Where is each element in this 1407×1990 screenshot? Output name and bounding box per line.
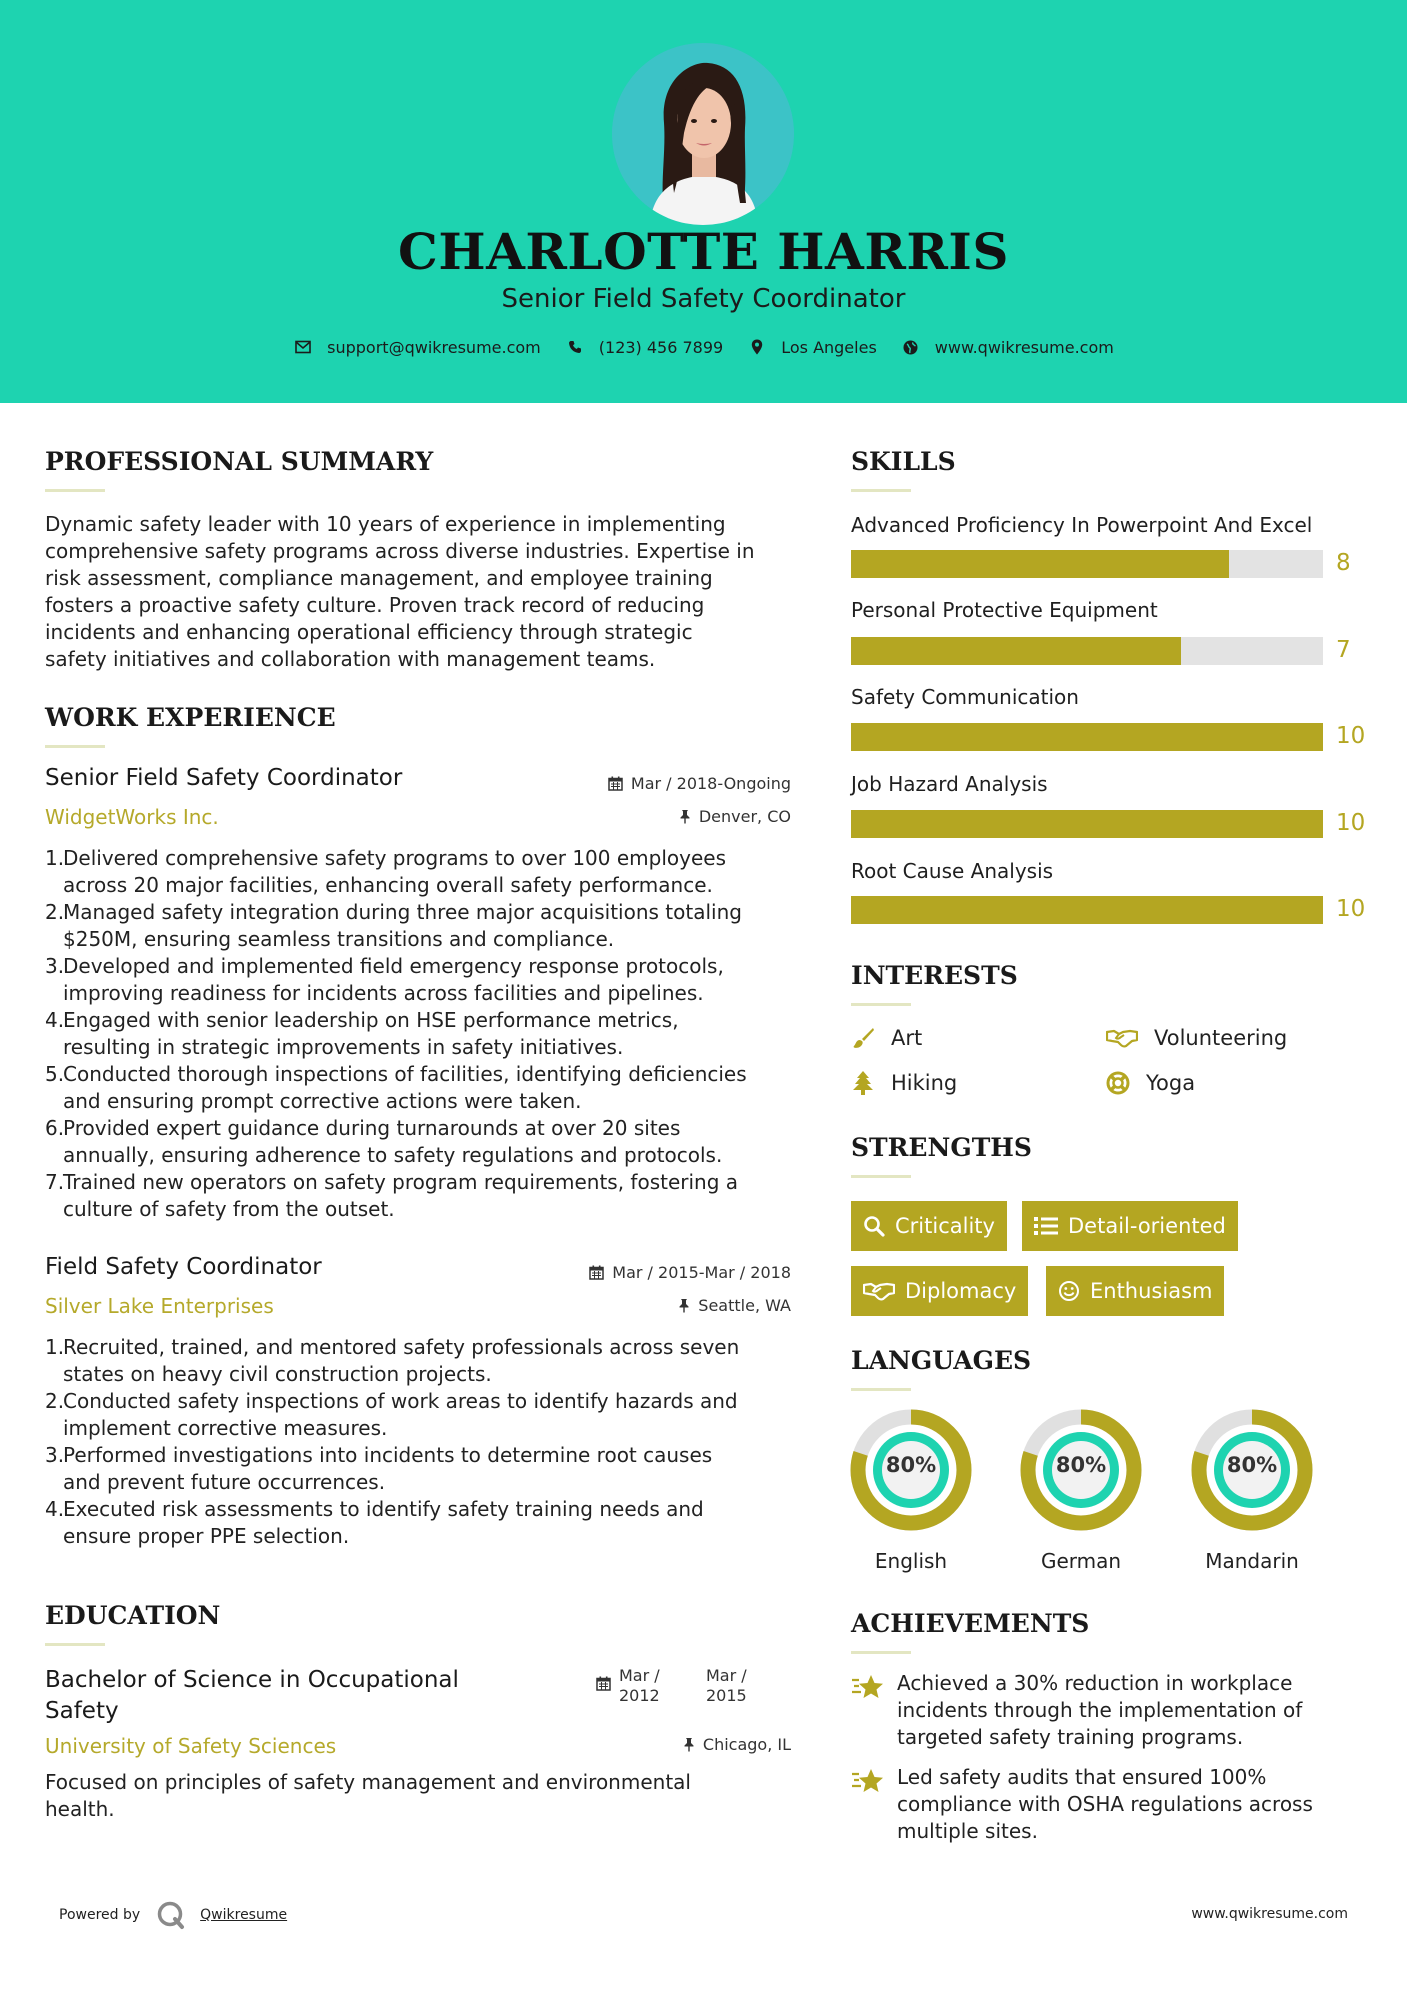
job-date-text: Mar / 2018-Ongoing [630,774,791,793]
skill-label: Safety Communication [851,685,1079,709]
education-description: Focused on principles of safety management and environmental health. [45,1770,691,1821]
skill-bar-fill [851,896,1323,924]
summary-line: Dynamic safety leader with 10 years of experience in implementing [45,512,726,536]
skill-label: Root Cause Analysis [851,859,1054,883]
phone-icon [565,337,585,357]
strength-chip: Criticality [851,1201,1007,1251]
skill-bar [851,810,1323,838]
job-company: WidgetWorks Inc. [45,805,219,829]
star-award-icon [851,1766,887,1845]
summary-line: comprehensive safety programs across diverse industries. Expertise in [45,539,755,563]
language-item [1020,1409,1142,1573]
envelope-icon [293,337,313,357]
education-heading-rule [45,1643,105,1646]
language-percent: 80% [1055,1453,1107,1477]
qwikresume-link[interactable]: Qwikresume [200,1907,288,1923]
footer-website[interactable]: www.qwikresume.com [1191,1906,1348,1922]
contact-email-text: support@qwikresume.com [327,337,541,357]
profile-photo-illustration [612,43,794,225]
job-location-text: Seattle, WA [698,1296,791,1315]
list-item: 4. Engaged with senior leadership on HSE performance metrics, resulting in strategic improvements in safety initiatives. [45,1008,679,1059]
skill-bar-fill [851,810,1323,838]
list-item: 7. Trained new operators on safety program requirements, fostering a culture of safety from the outset. [45,1170,739,1221]
interest-item: Hiking [851,1071,957,1095]
education-date-end: Mar / 2015 [706,1666,747,1705]
profile-photo [612,43,794,225]
skill-label: Personal Protective Equipment [851,598,1158,622]
contact-website[interactable] [901,337,1114,357]
summary-line: fosters a proactive safety culture. Proven track record of reducing [45,593,705,617]
list-item: 6. Provided expert guidance during turnarounds at over 20 sites annually, ensuring adherence to safety regulations and protocols. [45,1116,723,1167]
skill-value: 10 [1336,810,1366,836]
pushpin-icon [678,1298,690,1313]
lifering-icon [1106,1071,1130,1095]
skill-bar [851,550,1323,578]
contact-location [747,337,877,357]
resume-header [0,0,1407,403]
handshake-icon [863,1281,895,1301]
strength-chip: Enthusiasm [1046,1266,1224,1316]
smile-icon [1058,1280,1080,1302]
job-bullets [45,1334,805,1550]
job-location [560,1296,791,1315]
languages-heading-rule [851,1388,911,1391]
strengths-heading-rule [851,1175,911,1178]
job-location-text: Denver, CO [698,807,791,826]
skill-value: 7 [1336,637,1351,663]
powered-by-label: Powered by [59,1907,141,1923]
interests-heading: INTERESTS [851,961,1018,990]
degree-title: Bachelor of Science in Occupational Safety [45,1667,459,1724]
education-dates [596,1666,796,1706]
handshake-icon [1106,1026,1138,1050]
list-item: 5. Conducted thorough inspections of facilities, identifying deficiencies and ensuring prompt corrective actions were taken. [45,1062,747,1113]
interest-item: Volunteering [1106,1026,1287,1050]
summary-heading: PROFESSIONAL SUMMARY [45,447,434,476]
summary-line: risk assessment, compliance management, and employee training [45,566,713,590]
education-date-start: Mar / 2012 [619,1666,660,1705]
contact-website-text: www.qwikresume.com [934,337,1114,357]
job-location [560,807,791,826]
strengths-heading: STRENGTHS [851,1133,1032,1162]
contact-location-text: Los Angeles [781,337,877,357]
skill-label: Job Hazard Analysis [851,772,1048,796]
summary-heading-rule [45,489,105,492]
skill-label: Advanced Proficiency In Powerpoint And Excel [851,513,1313,537]
skill-value: 10 [1336,723,1366,749]
job-company: Silver Lake Enterprises [45,1294,274,1318]
summary-line: safety initiatives and collaboration with management teams. [45,647,656,671]
list-item: 1. Delivered comprehensive safety programs to over 100 employees across 20 major facilities, enhancing overall safety performance. [45,846,726,897]
education-location-text: Chicago, IL [702,1735,791,1754]
language-item [850,1409,972,1573]
language-label: English [874,1549,948,1573]
list-item: 2. Managed safety integration during three major acquisitions totaling $250M, ensuring seamless transitions and compliance. [45,900,742,951]
skill-bar [851,723,1323,751]
qwikresume-logo-icon [156,1900,186,1930]
tree-icon [851,1071,875,1095]
globe-icon [901,337,921,357]
star-award-icon [851,1672,887,1751]
experience-heading: WORK EXPERIENCE [45,703,336,732]
language-percent: 80% [1226,1453,1278,1477]
job-title: Field Safety Coordinator [45,1254,322,1280]
job-date [540,1263,791,1282]
pushpin-icon [679,809,691,824]
footer-powered-by [59,1900,287,1930]
job-date-text: Mar / 2015-Mar / 2018 [612,1263,791,1282]
skill-bar-fill [851,637,1181,665]
skill-value: 8 [1336,550,1351,576]
calendar-icon [608,776,623,791]
paintbrush-icon [851,1026,875,1050]
education-location [560,1735,791,1754]
experience-heading-rule [45,745,105,748]
skill-bar [851,637,1323,665]
achievements-heading: ACHIEVEMENTS [851,1609,1090,1638]
contact-email[interactable] [293,337,541,357]
skills-heading: SKILLS [851,447,956,476]
language-label: Mandarin [1205,1549,1299,1573]
skills-heading-rule [851,489,911,492]
candidate-name: CHARLOTTE HARRIS [398,222,1009,281]
contact-bar [0,337,1407,357]
list-item: 2. Conducted safety inspections of work areas to identify hazards and implement corrective measures. [45,1389,738,1440]
list-item: 1. Recruited, trained, and mentored safety professionals across seven states on heavy civil construction projects. [45,1335,740,1386]
map-pin-icon [747,337,767,357]
languages-heading: LANGUAGES [851,1346,1032,1375]
skill-bar [851,896,1323,924]
calendar-icon [589,1265,604,1280]
achievements-heading-rule [851,1651,911,1654]
job-bullets [45,845,805,1223]
calendar-icon [596,1676,611,1691]
search-icon [863,1215,885,1237]
list-item: 4. Executed risk assessments to identify safety training needs and ensure proper PPE selection. [45,1497,704,1548]
skill-value: 10 [1336,896,1366,922]
pushpin-icon [683,1737,695,1752]
achievement-item: Achieved a 30% reduction in workplace incidents through the implementation of targeted safety training programs. [851,1670,1337,1751]
language-label: German [1040,1549,1122,1573]
language-item [1191,1409,1313,1573]
job-date [560,774,791,793]
job-title: Senior Field Safety Coordinator [45,765,403,791]
skill-bar-fill [851,723,1323,751]
candidate-title: Senior Field Safety Coordinator [501,284,906,314]
summary-line: incidents and enhancing operational efficiency through strategic [45,620,693,644]
achievement-item: Led safety audits that ensured 100% compliance with OSHA regulations across multiple sites. [851,1764,1337,1845]
contact-phone-text: (123) 456 7899 [598,337,724,357]
contact-phone[interactable] [565,337,723,357]
strength-chip: Detail-oriented [1022,1201,1238,1251]
education-heading: EDUCATION [45,1601,221,1630]
skill-bar-fill [851,550,1229,578]
school-name: University of Safety Sciences [45,1734,337,1758]
summary-text [45,511,805,673]
strength-chip: Diplomacy [851,1266,1028,1316]
list-item: 3. Performed investigations into incidents to determine root causes and prevent future occurrences. [45,1443,713,1494]
language-percent: 80% [885,1453,937,1477]
interest-item: Yoga [1106,1071,1195,1095]
interest-item: Art [851,1026,922,1050]
list-item: 3. Developed and implemented field emergency response protocols, improving readiness for incidents across facilities and pipelines. [45,954,724,1005]
list-icon [1034,1216,1058,1236]
interests-heading-rule [851,1003,911,1006]
